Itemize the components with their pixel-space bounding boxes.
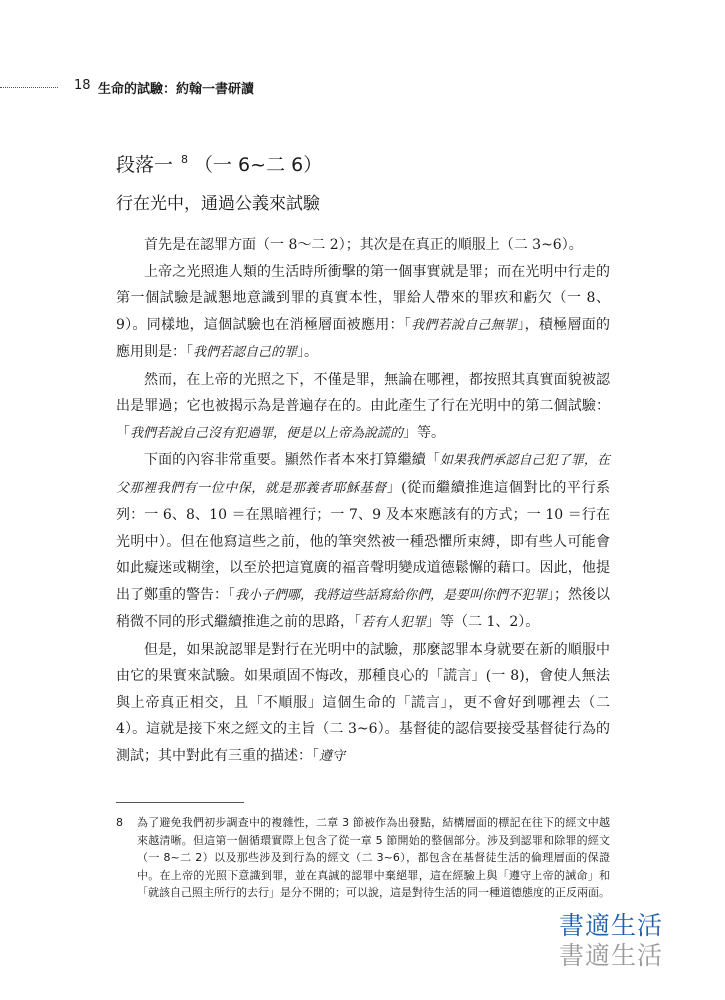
paragraph-text: 」(從而繼續推進這個對比的平行系列：一 6、8、10 ＝在黑暗裡行；一 7、9 及本來應該有的方式；一 10 ＝行在光明中）。但在他寫這些之前，他的筆突然被一種恐懼所束縛，即有些人可能會如此癡迷或糊塗，以至於把這寬廣的福音聲明變成道德鬆懈的藉口。因此，他提出了鄭重的警告：「 <box>116 479 610 603</box>
footnote-number: 8 <box>116 816 123 829</box>
scripture-quote: 我們若說自己沒有犯過罪，便是以上帝為說謊的 <box>130 425 404 441</box>
section-subtitle: 行在光中，通過公義來試驗 <box>116 194 320 214</box>
footnote-text: 為了避免我們初步調查中的複雜性，二章 3 節被作為出發點，結構層面的標記在往下的經文中越來越清晰。但這第一個循環實際上包含了從一章 5 節開始的整個部分。涉及到認罪和除罪的經文（一 8~二 2）以及那些涉及到行為的經文（二 3~6），都包含在基督徒生活的倫理層面的保證中。在上帝的光照下意識到罪，並在真誠的認罪中棄絕罪，這在經驗上與「遵守上帝的誡命」和「就該自己照主所行的去行」是分不開的；可以說，這是對待生活的同一種道德態度的正反兩面。 <box>137 816 610 899</box>
watermark-logo-line2: 書適生活 <box>558 941 663 970</box>
paragraph-text: 」等（二 1、2）。 <box>426 614 540 630</box>
body-paragraph <box>116 637 610 771</box>
section-title-main: 段落一 <box>116 154 174 176</box>
paragraph-text: 上帝之光照進人類的生活時所衝擊的第一個事實就是罪；而在光明中行走的第一個試驗是誠懇地意識到罪的真實本性，罪給人帶來的罪疚和虧欠（一 8、9）。同樣地，這個試驗也在消極層面被應用：「 <box>116 263 610 333</box>
footnote-marker: 8 <box>181 153 189 166</box>
footnote <box>116 814 610 902</box>
scripture-quote: 我小子們哪，我將這些話寫給你們，是要叫你們不犯罪 <box>235 587 548 603</box>
footnote-rule <box>116 802 244 803</box>
paragraph-text: 」等。 <box>403 424 446 441</box>
paragraph-text: 」。 <box>297 344 319 360</box>
running-header <box>0 78 725 98</box>
page-number: 18 <box>74 78 91 93</box>
section-title <box>116 150 322 177</box>
section-title-ref: （一 6~二 6） <box>194 154 323 176</box>
running-title: 生命的試驗：約翰一書研讀 <box>98 82 255 97</box>
paragraph-text: 但是，如果說認罪是對行在光明中的試驗，那麼認罪本身就要在新的順服中由它的果實來試驗。如果頑固不悔改，那種良心的「謊言」(一 8)，會使人無法與上帝真正相交，且「不順服」這個生命的「謊言」，更不會好到哪裡去（二 4）。這就是接下來之經文的主旨（二 3~6）。基督徒的認信要接受基督徒行為的測試；其中對此有三重的描述：「 <box>116 641 610 764</box>
header-dotted-leader <box>0 87 58 88</box>
body-paragraph <box>116 447 610 637</box>
paragraph-text: 下面的內容非常重要。顯然作者本來打算繼續「 <box>144 452 440 468</box>
scripture-quote: 我們若認自己的罪 <box>193 345 298 360</box>
body-paragraph <box>116 259 610 367</box>
body-paragraph <box>116 232 610 259</box>
watermark-logo-line1: 書適生活 <box>558 911 663 940</box>
body-paragraph <box>116 367 610 448</box>
scripture-quote: 遵守 <box>319 748 346 764</box>
paragraph-text: 」，積極層面的應用則是：「 <box>116 316 611 360</box>
scripture-quote: 如果我們承認自己犯了罪，在父那裡我們有一位中保，就是那義者耶穌基督 <box>116 453 610 496</box>
body-text <box>116 232 610 770</box>
scripture-quote: 我們若說自己無罪 <box>411 317 518 333</box>
paragraph-text: 然而，在上帝的光照之下，不僅是罪，無論在哪裡，都按照其真實面貌被認出是罪過；它也被揭示為是普遍存在的。由此產生了行在光明中的第二個試驗：「 <box>116 371 610 441</box>
scripture-quote: 若有人犯罪 <box>361 615 427 630</box>
paragraph-text: 」；然後以稍微不同的形式繼續推進之前的思路，「 <box>116 586 611 630</box>
paragraph-text: 首先是在認罪方面（一 8～二 2）；其次是在真正的順服上（二 3~6）。 <box>144 237 583 253</box>
